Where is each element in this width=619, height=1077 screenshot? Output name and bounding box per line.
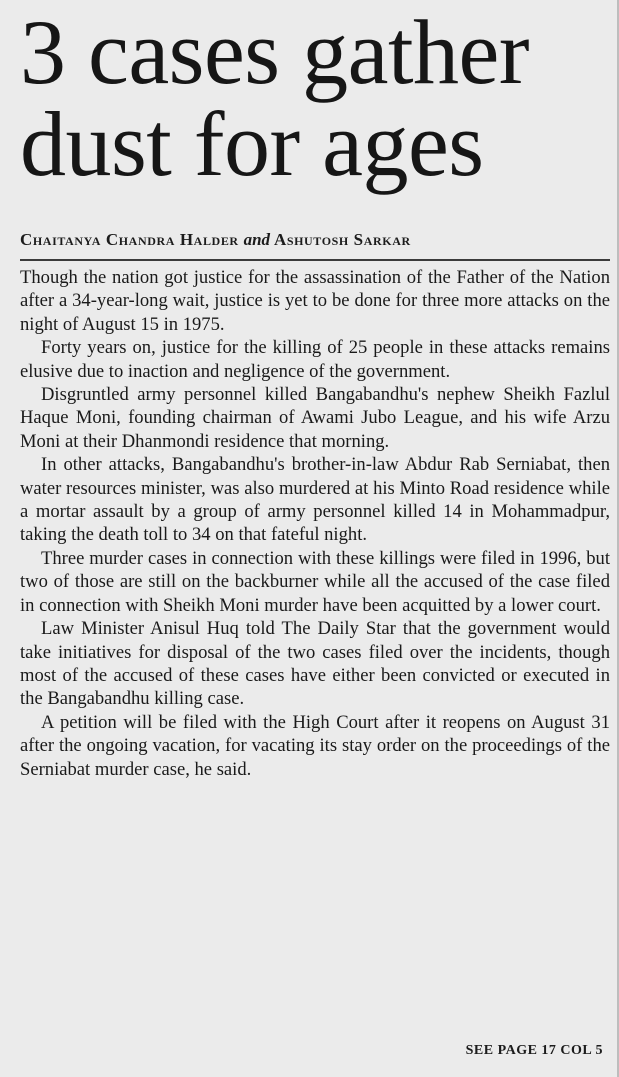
paragraph: Three murder cases in connection with these killings were filed in 1996, but two of those are still on the backburner while all the accused of the case filed in connection with Sheikh Moni murder have been acquitted by a lower court. <box>20 547 610 616</box>
author-2: Ashutosh Sarkar <box>273 230 411 249</box>
paragraph: Forty years on, justice for the killing of 25 people in these attacks remains elusive due to inaction and negligence of the government. <box>20 337 610 382</box>
article-body <box>20 266 610 781</box>
paragraph: In other attacks, Bangabandhu's brother-in-law Abdur Rab Serniabat, then water resources minister, was also murdered at his Minto Road residence while a mortar assault by a group of army personnel killed 14 in Mohammadpur, taking the death toll to 34 on that fateful night. <box>20 454 610 546</box>
headline <box>20 1 610 195</box>
headline-line-2: dust for ages <box>20 93 484 195</box>
paragraph: Though the nation got justice for the assassination of the Father of the Nation after a 34-year-long wait, justice is yet to be done for three more attacks on the night of August 15 in 1975. <box>20 267 610 335</box>
byline <box>20 230 610 250</box>
continuation-line: SEE PAGE 17 COL 5 <box>465 1043 603 1058</box>
byline-conjunction: and <box>243 230 271 249</box>
paragraph: A petition will be filed with the High Court after it reopens on August 31 after the ongoing vacation, for vacating its stay order on the proceedings of the Serniabat murder case, he said. <box>20 711 610 780</box>
byline-divider <box>20 259 610 261</box>
author-1: Chaitanya Chandra Halder <box>20 230 239 249</box>
paragraph: Law Minister Anisul Huq told The Daily Star that the government would take initiatives for disposal of the two cases filed over the incidents, though most of the accused of these cases have either been convicted or executed in the Bangabandhu killing case. <box>20 618 610 710</box>
paragraph: Disgruntled army personnel killed Bangabandhu's nephew Sheikh Fazlul Haque Moni, founding chairman of Awami Jubo League, and his wife Arzu Moni at their Dhanmondi residence that morning. <box>20 384 610 452</box>
headline-line-1: 3 cases gather <box>20 1 529 103</box>
